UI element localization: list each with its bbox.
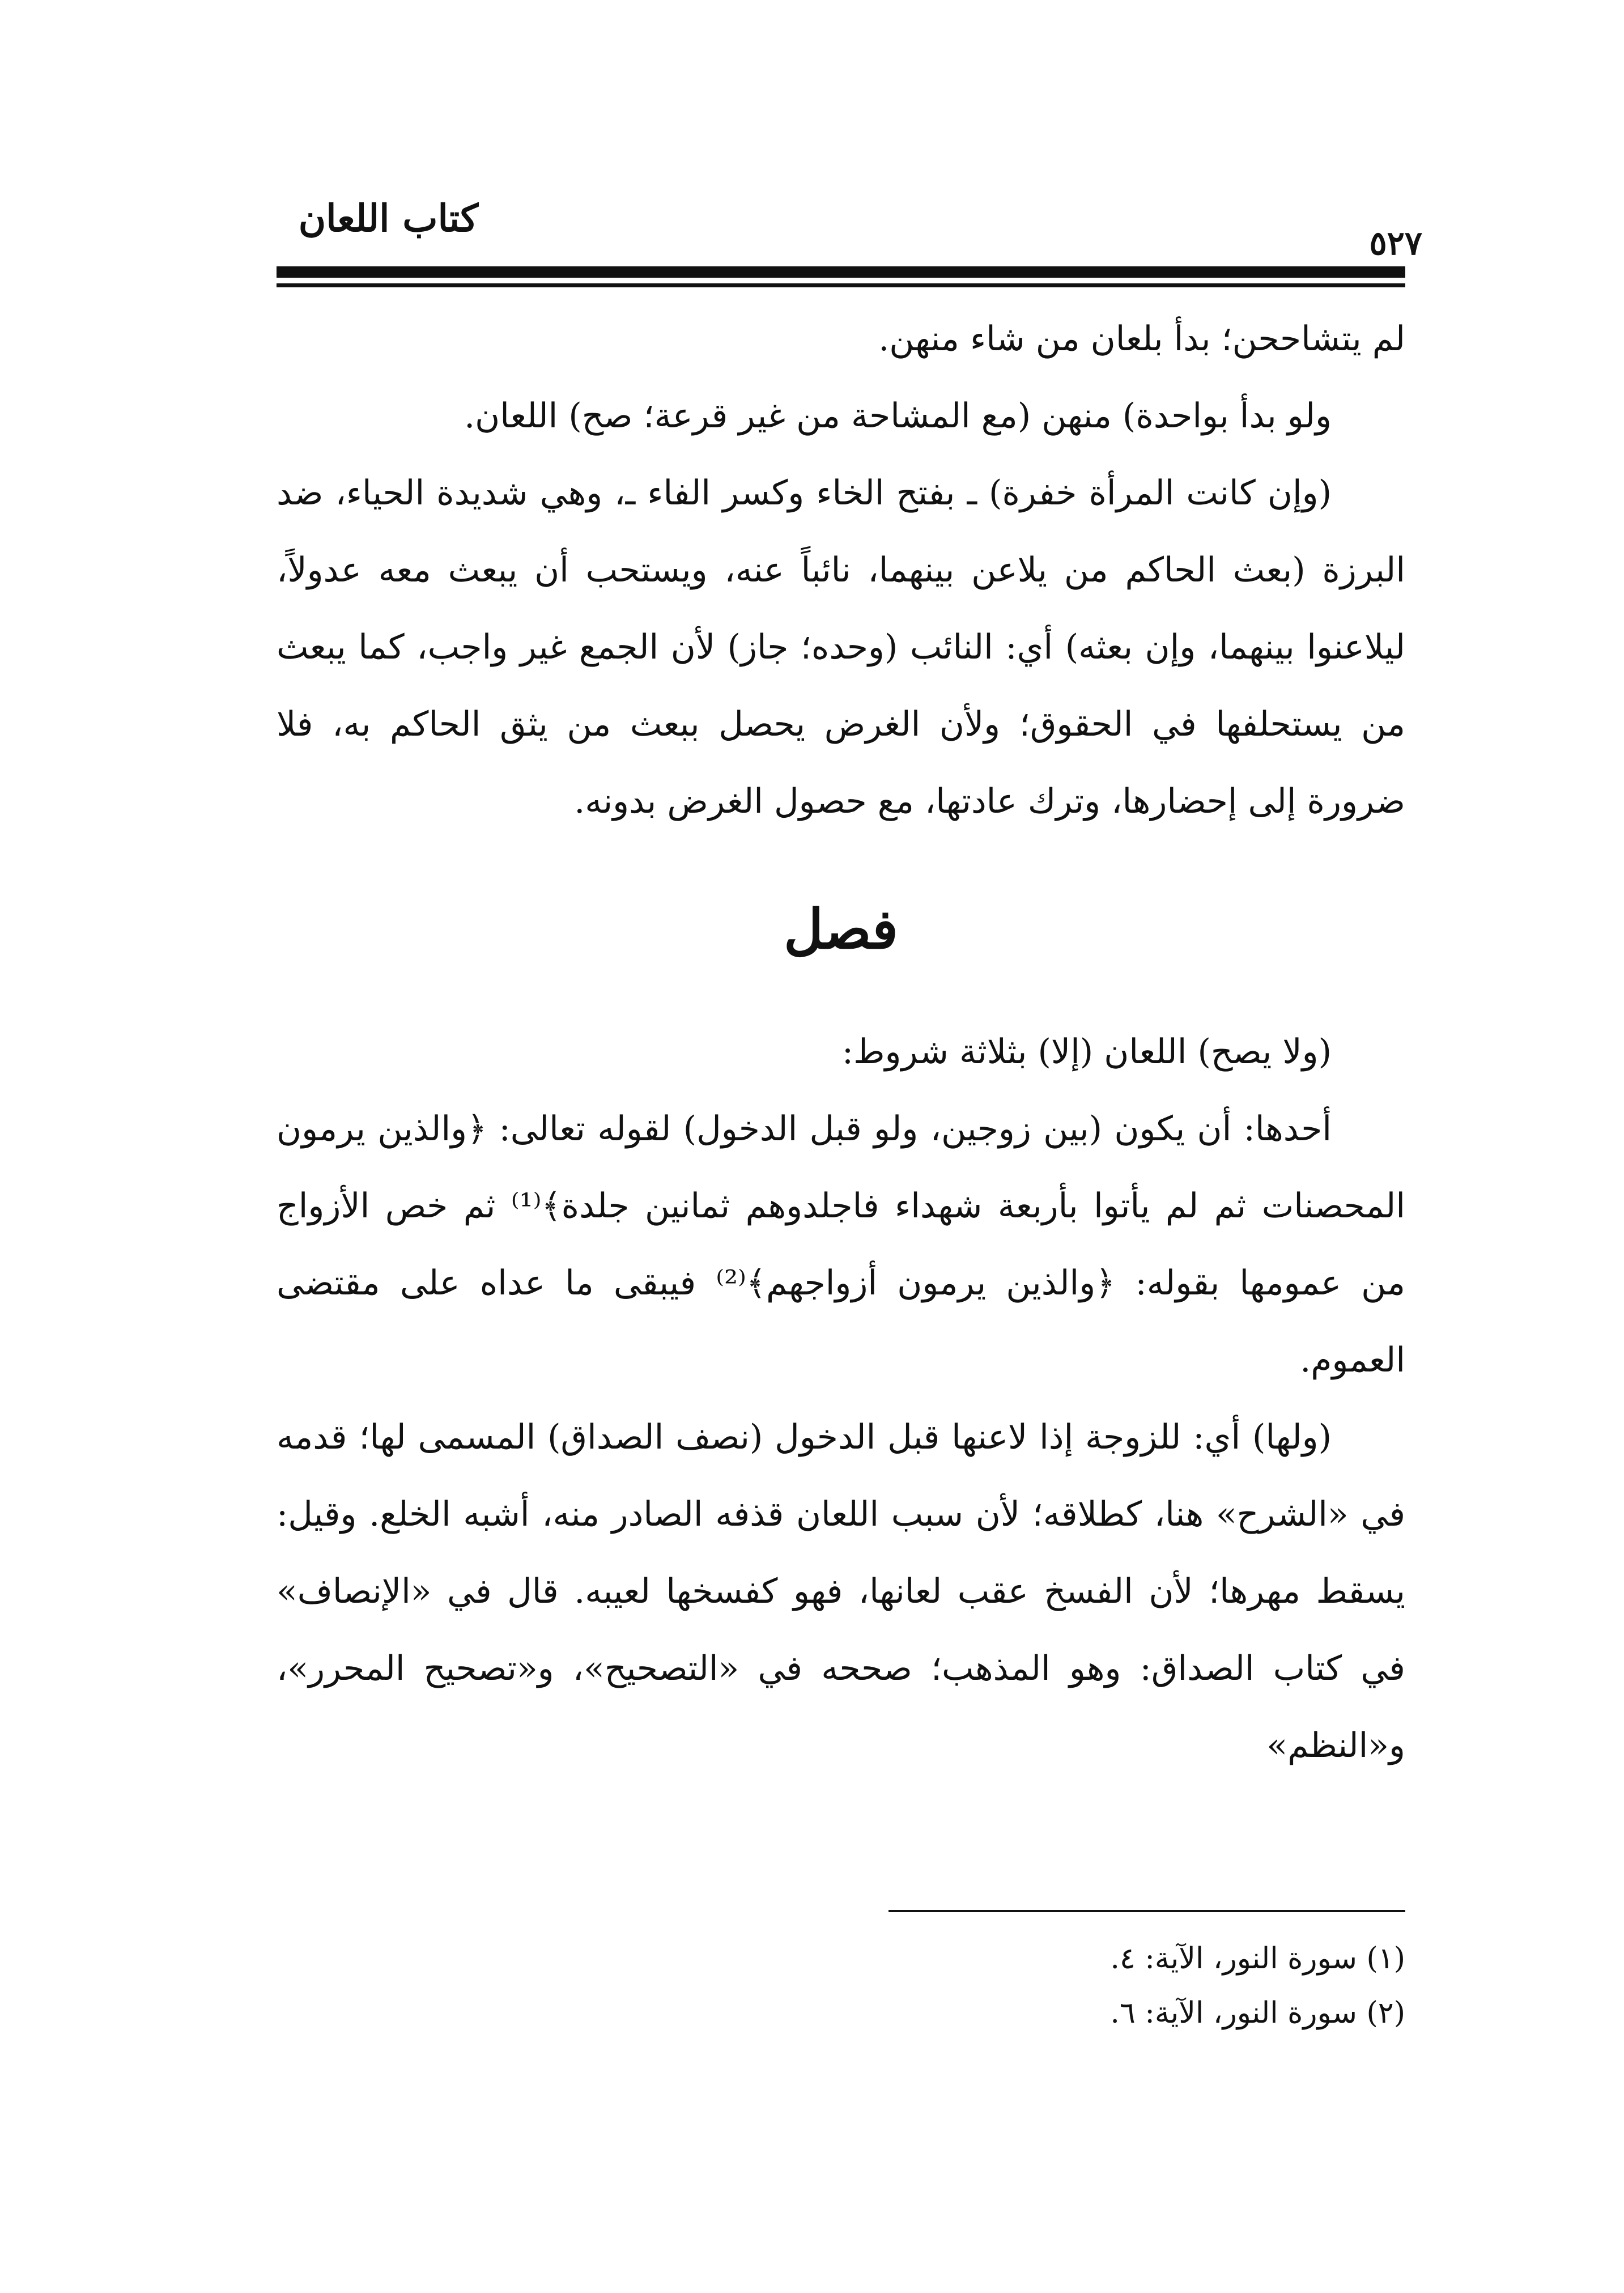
footnotes [277, 1931, 1405, 2040]
footnote: (٢) سورة النور، الآية: ٦. [1110, 1996, 1405, 2030]
header-rule-thin [277, 283, 1405, 287]
main-text [277, 300, 1405, 1784]
header-rule-thick [277, 266, 1405, 278]
section-heading: فصل [784, 897, 898, 961]
footnote-divider [888, 1910, 1405, 1912]
paragraph: لم يتشاححن؛ بدأ بلعان من شاء منهن. [878, 319, 1405, 359]
paragraph: (وإن كانت المرأة خفرة) ـ بفتح الخاء وكسر الفاء ـ، وهي شديدة الحياء، ضد البرزة (بعث الحاكم من يلاعن بينهما، نائباً عنه، ويستحب أن يبعث معه عدولاً، ليلاعنوا بينهما، وإن بعثه) أي: النائب (وحده؛ جاز) لأن الجمع غير واجب، كما يبعث من يستحلفها في الحقوق؛ ولأن الغرض يحصل ببعث من يثق الحاكم به، فلا ضرورة إلى إحضارها، وترك عادتها، مع حصول الغرض بدونه. [277, 473, 1405, 821]
paragraph: (ولا يصح) اللعان (إلا) بثلاثة شروط: [841, 1032, 1332, 1072]
paragraph: ولو بدأ بواحدة) منهن (مع المشاحة من غير قرعة؛ صح) اللعان. [464, 396, 1332, 436]
running-title: كتاب اللعان [298, 196, 478, 240]
paragraph: أحدها: أن يكون (بين زوجين، ولو قبل الدخول) لقوله تعالى: ﴿والذين يرمون المحصنات ثم لم يأتوا بأربعة شهداء فاجلدوهم ثمانين جلدة﴾⁽¹⁾ ثم خص الأزواج من عمومها بقوله: ﴿والذين يرمون أزواجهم﴾⁽²⁾ فيبقى ما عداه على مقتضى العموم. [277, 1109, 1405, 1380]
page-number: ٥٢٧ [1369, 224, 1422, 262]
footnote: (١) سورة النور، الآية: ٤. [1110, 1942, 1405, 1976]
paragraph: (ولها) أي: للزوجة إذا لاعنها قبل الدخول (نصف الصداق) المسمى لها؛ قدمه في «الشرح» هنا، كطلاقه؛ لأن سبب اللعان قذفه الصادر منه، أشبه الخلع. وقيل: يسقط مهرها؛ لأن الفسخ عقب لعانها، فهو كفسخها لعيبه. قال في «الإنصاف» في كتاب الصداق: وهو المذهب؛ صححه في «التصحيح»، و«تصحيح المحرر»، و«النظم» [277, 1417, 1405, 1765]
